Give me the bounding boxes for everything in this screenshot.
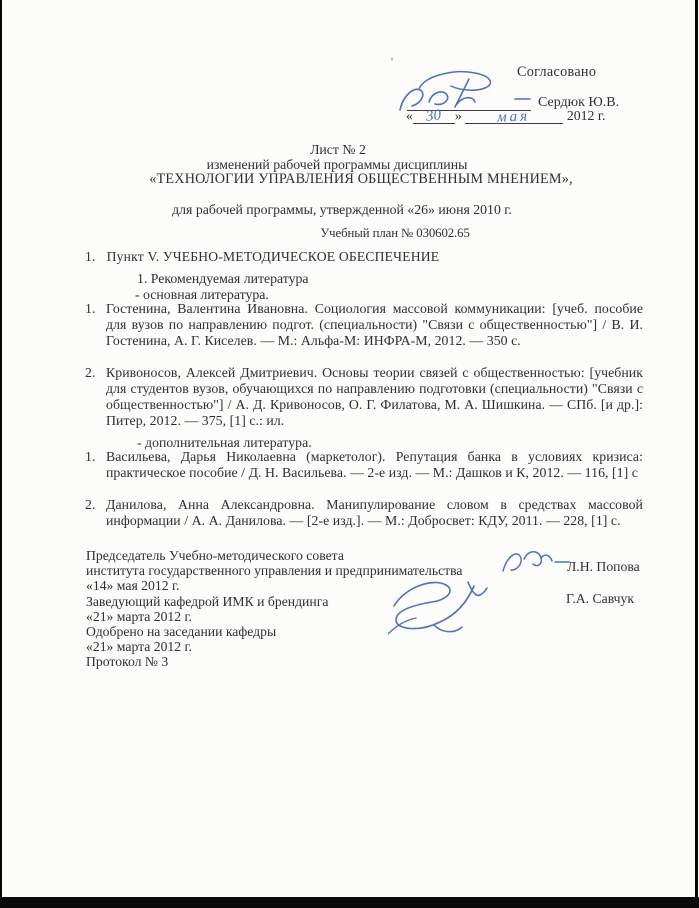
program-approved-line: для рабочей программы, утвержденной «26» июня 2010 г.: [172, 202, 512, 217]
chair-date: «14» мая 2012 г.: [86, 578, 180, 594]
savchuk-signature-ink: [388, 576, 500, 638]
day-blank-line: [413, 107, 455, 124]
section-title: Пункт V. УЧЕБНО-МЕТОДИЧЕСКОЕ ОБЕСПЕЧЕНИЕ: [106, 249, 440, 264]
scan-border-bottom: [0, 897, 699, 908]
approved-date: «21» марта 2012 г.: [86, 639, 193, 655]
open-quote: «: [406, 108, 413, 123]
additional-literature-label: - дополнительная литература.: [137, 435, 312, 450]
changes-line: изменений рабочей программы дисциплины: [206, 157, 468, 172]
bibliography-entry: [85, 497, 643, 529]
stray-mark: ': [391, 56, 393, 68]
discipline-title: «ТЕХНОЛОГИИ УПРАВЛЕНИЯ ОБЩЕСТВЕННЫМ МНЕНИЕМ»,: [149, 171, 573, 187]
main-literature-label: - основная литература.: [135, 287, 269, 302]
approver-name: Сердюк Ю.В.: [538, 95, 620, 110]
entry-text: Данилова, Анна Александровна. Манипулирование словом в средствах массовой информации / А. А. Данилова. — [2-е изд.]. — М.: Добросвет: КДУ, 2011. — 228, [1] с.: [106, 497, 643, 528]
head-name: Г.А. Савчук: [566, 591, 635, 606]
recommended-literature-label: 1. Рекомендуемая литература: [137, 271, 309, 286]
approved-line: Одобрено на заседании кафедры: [86, 624, 277, 640]
scan-border-right: [695, 0, 698, 908]
year-text: 2012 г.: [566, 108, 606, 123]
sheet-number-line: Лист № 2: [310, 142, 366, 157]
month-blank-line: [465, 107, 563, 124]
section-number: 1.: [85, 249, 96, 264]
chair-name: Л.Н. Попова: [567, 559, 640, 574]
handwritten-day: 30: [425, 107, 443, 125]
scan-border-left: [0, 0, 2, 908]
entry-text: Гостенина, Валентина Ивановна. Социология массовой коммуникации: [учеб. пособие для вузов по направлению подгот. (специальности) "Связи с общественностью"] / В. И. Гостенина, А. Г. Киселев. — М.: Альфа-М: ИНФРА-М, 2012. — 350 с.: [106, 301, 643, 348]
entry-text: Кривоносов, Алексей Дмитриевич. Основы теории связей с общественностью: [учебник для студентов вузов, обучающихся по направлению подготовки (специальности) "Связи с общественностью"] / А. Д. Кривоносов, О. Г. Филатова, М. А. Шишкина. — СПб. [и др.]: Питер, 2012. — 375, [1] с.: ил.: [106, 365, 643, 428]
bibliography-entry: [85, 449, 643, 481]
chair-title-line2: института государственного управления и предпринимательства: [86, 563, 463, 579]
chair-title-line1: Председатель Учебно-методического совета: [86, 548, 344, 563]
entry-number: 2.: [85, 497, 96, 512]
bibliography-entry: [85, 301, 643, 349]
bibliography-entry: [85, 365, 643, 429]
entry-number: 2.: [85, 365, 96, 380]
close-quote: »: [454, 108, 462, 123]
document-heading: [40, 142, 660, 241]
head-date: «21» марта 2012 г.: [86, 608, 193, 624]
approval-date-line: [406, 107, 605, 124]
section-heading: [85, 249, 439, 265]
entry-number: 1.: [85, 301, 96, 316]
entry-text: Васильева, Дарья Николаевна (маркетолог). Репутация банка в условиях кризиса: практическое пособие / Д. Н. Васильева. — 2-е изд. — М.: Дашков и К, 2012. — 116, [1] с: [106, 449, 643, 480]
handwritten-month: мая: [497, 108, 531, 126]
head-title-line: Заведующий кафедрой ИМК и брендинга: [86, 593, 329, 609]
popova-signature-ink: [498, 546, 576, 578]
approval-label: Согласовано: [517, 64, 597, 80]
protocol-line: Протокол № 3: [86, 654, 169, 670]
entry-number: 1.: [85, 449, 96, 464]
curriculum-number-line: Учебный план № 030602.65: [320, 226, 470, 240]
